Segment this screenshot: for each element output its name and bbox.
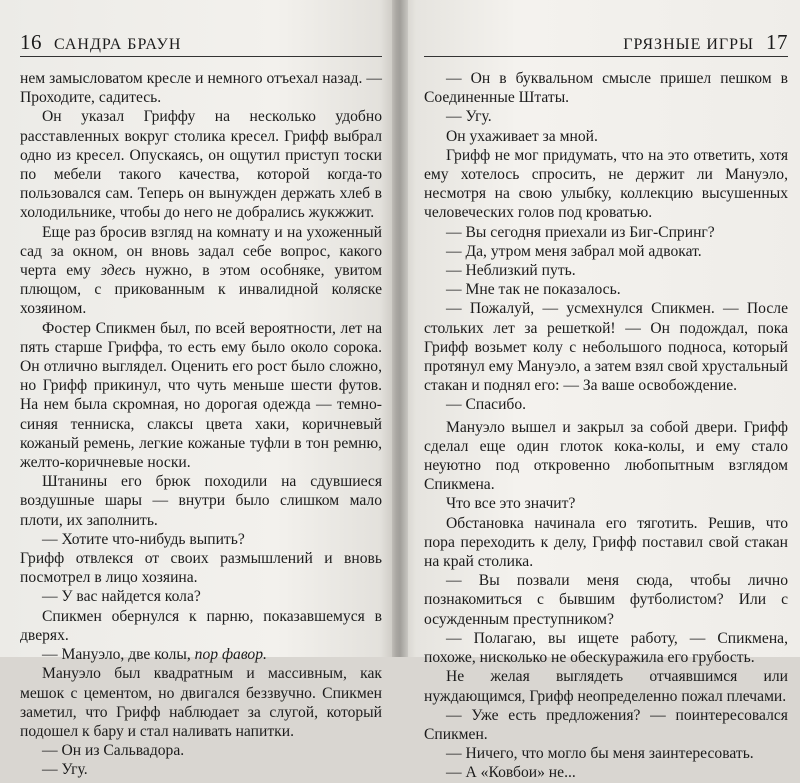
- paragraph: — Он в буквальном смысле пришел пешком в Соединенные Штаты.: [424, 70, 788, 107]
- paragraph: Он ухаживает за мной.: [446, 127, 598, 145]
- paragraph: Не желая выглядеть отчаявшимся или нуждающимся, Грифф неопределенно пожал плечами.: [424, 668, 788, 705]
- paragraph: — Вы сегодня приехали из Биг-Спринг?: [446, 223, 715, 241]
- paragraph: Мануэло был квадратным и массивным, как мешок с цементом, но двигался беззвучно. Спикмен заметил, что Грифф наблюдает за слугой, который подошел к бару и стал наливать напитки.: [20, 665, 382, 740]
- paragraph: — А «Ковбои» не...: [446, 764, 576, 782]
- left-page-number: 16: [20, 30, 42, 54]
- paragraph: — Мне так не показалось.: [446, 281, 621, 299]
- right-page-text: [424, 69, 788, 783]
- italic-emphasis: здесь: [100, 262, 136, 280]
- paragraph: — Угу.: [446, 108, 492, 126]
- right-page-number: 17: [766, 30, 788, 54]
- paragraph: Мануэло вышел и закрыл за собой двери. Грифф сделал еще один глоток кока-колы, и ему стало неуютно под откровенно любопытным взглядом Спикмена.: [424, 418, 788, 494]
- paragraph: — Он из Сальвадора.: [42, 742, 185, 760]
- left-page-text: [20, 69, 382, 780]
- left-running-header: [20, 30, 382, 57]
- paragraph: Что все это значит?: [446, 495, 576, 513]
- paragraph: Еще раз бросив взгляд на комнату и на ухоженный сад за окном, он вновь задал себе вопрос, какого черта ему здесь нужно, в этом особняке, увитом плющом, с прикованным к инвалидной коляске хозяином.: [20, 223, 382, 318]
- paragraph: — Ничего, что могло бы меня заинтересовать.: [446, 745, 754, 763]
- paragraph: Грифф не мог придумать, что на это ответить, хотя ему хотелось спросить, не держит ли Мануэло, несмотря на свою улыбку, коллекцию высушенных человеческих голов под кроватью.: [424, 146, 788, 222]
- right-running-head: ГРЯЗНЫЕ ИГРЫ: [623, 36, 754, 53]
- paragraph: Спикмен обернулся к парню, показавшемуся в дверях.: [20, 607, 382, 644]
- paragraph: — Хотите что-нибудь выпить?: [42, 530, 245, 548]
- paragraph: — Вы позвали меня сюда, чтобы лично познакомиться с бывшим футболистом? Или с осужденным преступником?: [424, 572, 788, 628]
- left-page: [0, 0, 396, 779]
- paragraph: нем замысловатом кресле и немного отъехал назад. — Проходите, садитесь.: [20, 70, 382, 107]
- paragraph: Он указал Гриффу на несколько удобно расставленных вокруг столика кресел. Грифф выбрал одно из кресел. Опускаясь, он ощутил приступ тоски по мебели такого качества, которой когда-то пользовался сам. Теперь он вынужден держать хлеб в холодильнике, чтобы до него не добрались жукжжит.: [20, 108, 382, 222]
- paragraph: Фостер Спикмен был, по всей вероятности, лет на пять старше Гриффа, то есть ему было около сорока. Он отлично выглядел. Оценить его рост было сложно, но Грифф прикинул, что чуть меньше шести футов. На нем была скромная, но дорогая одежда — темно-синяя тенниска, слаксы цвета хаки, коричневый кожаный ремень, легкие кожаные туфли в тон ремню, желто-коричневые носки.: [20, 319, 382, 472]
- paragraph: — Мануэло, две колы, пор фавор.: [42, 646, 267, 664]
- paragraph: — Уже есть предложения? — поинтересовался Спикмен.: [424, 706, 788, 743]
- paragraph: — У вас найдется кола?: [42, 588, 201, 606]
- paragraph: Грифф отвлекся от своих размышлений и вновь посмотрел в лицо хозяина.: [20, 550, 382, 587]
- right-page: [396, 0, 800, 782]
- paragraph: — Неблизкий путь.: [446, 262, 576, 280]
- paragraph: — Полагаю, вы ищете работу, — Спикмена, похоже, нисколько не обескуражила его грубость.: [424, 629, 788, 667]
- paragraph: — Спасибо.: [446, 396, 527, 414]
- paragraph: — Пожалуй, — усмехнулся Спикмен. — После стольких лет за решеткой! — Он подождал, пока Грифф возьмет колу с небольшого подноса, который протянул ему Мануэло, а затем взял свой хрустальный стакан и поднял его: — За ваше освобождение.: [424, 300, 788, 395]
- paragraph: — Да, утром меня забрал мой адвокат.: [446, 242, 702, 260]
- paragraph: Штанины его брюк походили на сдувшиеся воздушные шары — внутри было слишком мало плоти, их заполнить.: [20, 473, 382, 529]
- paragraph: — Угу.: [42, 761, 88, 779]
- paragraph: Обстановка начинала его тяготить. Решив, что пора переходить к делу, Грифф поставил свой стакан на край столика.: [424, 514, 788, 571]
- right-running-header: [424, 30, 788, 57]
- left-running-head: САНДРА БРАУН: [54, 36, 182, 53]
- italic-emphasis: пор фавор.: [194, 646, 267, 664]
